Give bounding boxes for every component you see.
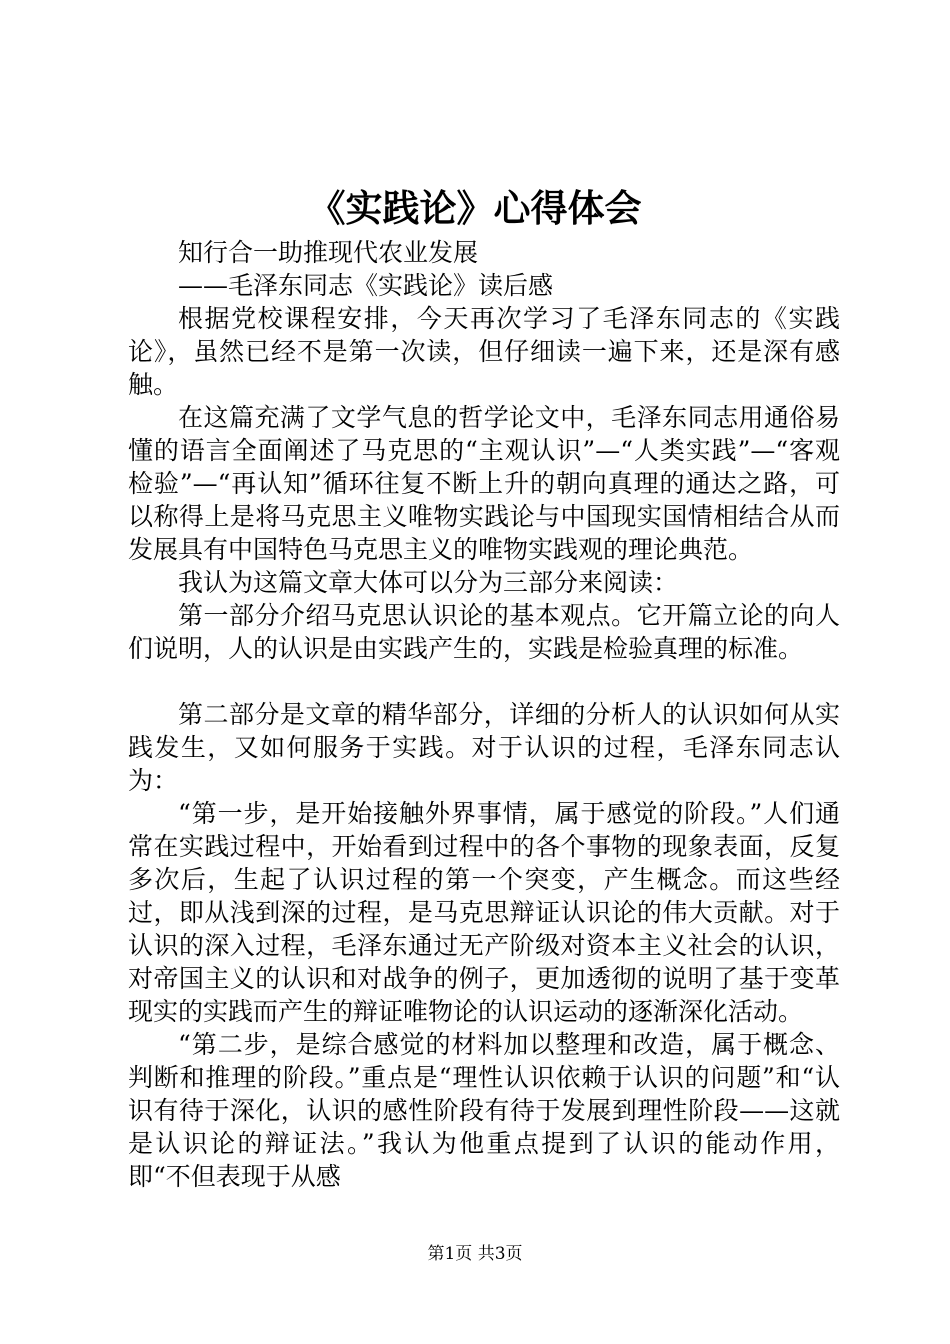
document-body [128,236,840,1193]
paragraph: “第二步，是综合感觉的材料加以整理和改造，属于概念、判断和推理的阶段。”重点是“理性认识依赖于认识的问题”和“认识有待于深化，认识的感性阶段有待于发展到理性阶段——这就是认识论的辩证法。”我认为他重点提到了认识的能动作用，即“不但表现于从感 [128,1030,840,1191]
paragraph: 第二部分是文章的精华部分，详细的分析人的认识如何从实践发生，又如何服务于实践。对于认识的过程，毛泽东同志认为： [128,700,840,795]
paragraph: 在这篇充满了文学气息的哲学论文中，毛泽东同志用通俗易懂的语言全面阐述了马克思的“主观认识”—“人类实践”—“客观检验”—“再认知”循环往复不断上升的朝向真理的通达之路，可以称得上是将马克思主义唯物实践论与中国现实国情相结合从而发展具有中国特色马克思主义的唯物实践观的理论典范。 [128,403,840,564]
paragraph: “第一步，是开始接触外界事情，属于感觉的阶段。”人们通常在实践过程中，开始看到过程中的各个事物的现象表面，反复多次后，生起了认识过程的第一个突变，产生概念。而这些经过，即从浅到深的过程，是马克思辩证认识论的伟大贡献。对于认识的深入过程，毛泽东通过无产阶级对资本主义社会的认识，对帝国主义的认识和对战争的例子，更加透彻的说明了基于变革现实的实践而产生的辩证唯物论的认识运动的逐渐深化活动。 [128,799,840,1026]
document-title: 《实践论》心得体会 [308,187,642,230]
paragraph: 根据党校课程安排，今天再次学习了毛泽东同志的《实践论》，虽然已经不是第一次读，但仔细读一遍下来，还是深有感触。 [128,304,840,399]
paragraph-subtitle: 知行合一助推现代农业发展 [178,238,479,267]
paragraph: 我认为这篇文章大体可以分为三部分来阅读： [178,568,679,597]
paragraph: 第一部分介绍马克思认识论的基本观点。它开篇立论的向人们说明，人的认识是由实践产生的，实践是检验真理的标准。 [128,601,840,663]
page-footer: 第1页 共3页 [427,1244,523,1264]
paragraph-subtitle-secondary: ——毛泽东同志《实践论》读后感 [178,271,554,300]
